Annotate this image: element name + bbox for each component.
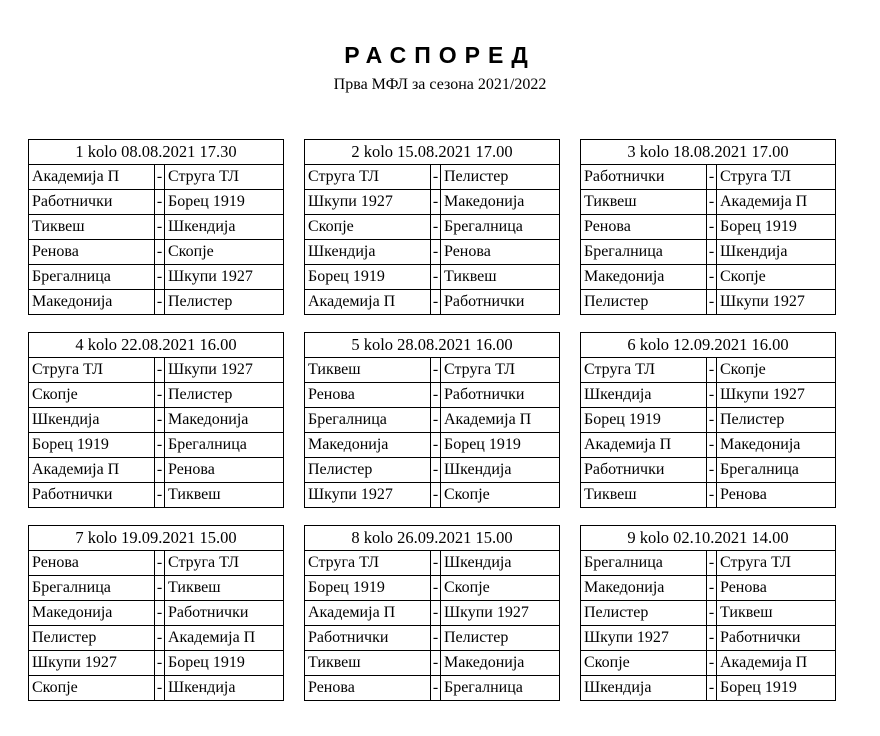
away-team: Пелистер bbox=[168, 293, 233, 310]
separator: - bbox=[155, 190, 165, 214]
away-team: Струга ТЛ bbox=[720, 168, 791, 185]
page-subtitle: Прва МФЛ за сезона 2021/2022 bbox=[333, 76, 547, 93]
round-header: 5 kolo 28.08.2021 16.00 bbox=[305, 333, 559, 358]
separator: - bbox=[155, 651, 165, 675]
separator: - bbox=[155, 358, 165, 382]
away-team: Пелистер bbox=[444, 168, 509, 185]
away-team: Ренова bbox=[720, 486, 767, 503]
match-row bbox=[581, 601, 835, 626]
away-team: Македонија bbox=[444, 654, 525, 671]
home-team: Тиквеш bbox=[581, 190, 707, 214]
home-team: Ренова bbox=[29, 240, 155, 264]
separator: - bbox=[155, 576, 165, 600]
separator: - bbox=[155, 290, 165, 314]
separator: - bbox=[431, 190, 441, 214]
away-team: Скопје bbox=[444, 486, 490, 503]
away-team: Шкендија bbox=[168, 679, 236, 696]
match-row bbox=[581, 215, 835, 240]
separator: - bbox=[155, 265, 165, 289]
match-row bbox=[29, 190, 283, 215]
separator: - bbox=[155, 383, 165, 407]
match-row bbox=[305, 290, 559, 314]
separator: - bbox=[155, 408, 165, 432]
home-team: Академија П bbox=[305, 601, 431, 625]
match-row bbox=[581, 458, 835, 483]
home-team: Шкендија bbox=[305, 240, 431, 264]
away-team: Работнички bbox=[720, 629, 801, 646]
separator: - bbox=[431, 433, 441, 457]
match-row bbox=[29, 676, 283, 700]
away-team: Тиквеш bbox=[444, 268, 497, 285]
home-team: Ренова bbox=[305, 676, 431, 700]
match-row bbox=[305, 676, 559, 700]
separator: - bbox=[707, 190, 717, 214]
separator: - bbox=[431, 290, 441, 314]
away-team: Работнички bbox=[444, 293, 525, 310]
away-team: Академија П bbox=[720, 654, 808, 671]
separator: - bbox=[155, 240, 165, 264]
separator: - bbox=[707, 383, 717, 407]
match-row bbox=[581, 576, 835, 601]
home-team: Тиквеш bbox=[581, 483, 707, 507]
match-row bbox=[581, 676, 835, 700]
away-team: Шкендија bbox=[168, 218, 236, 235]
away-team: Борец 1919 bbox=[720, 218, 797, 235]
separator: - bbox=[707, 358, 717, 382]
separator: - bbox=[707, 240, 717, 264]
home-team: Пелистер bbox=[305, 458, 431, 482]
match-row bbox=[581, 265, 835, 290]
match-row bbox=[581, 165, 835, 190]
home-team: Скопје bbox=[29, 383, 155, 407]
match-row bbox=[305, 190, 559, 215]
home-team: Работнички bbox=[29, 190, 155, 214]
match-row bbox=[305, 165, 559, 190]
match-row bbox=[29, 290, 283, 314]
away-team: Шкендија bbox=[444, 461, 512, 478]
away-team: Ренова bbox=[720, 579, 767, 596]
match-row bbox=[29, 358, 283, 383]
separator: - bbox=[155, 626, 165, 650]
home-team: Тиквеш bbox=[305, 651, 431, 675]
separator: - bbox=[155, 676, 165, 700]
match-row bbox=[29, 551, 283, 576]
match-row bbox=[305, 551, 559, 576]
separator: - bbox=[707, 458, 717, 482]
home-team: Ренова bbox=[581, 215, 707, 239]
match-row bbox=[581, 290, 835, 314]
match-row bbox=[29, 576, 283, 601]
separator: - bbox=[431, 551, 441, 575]
home-team: Академија П bbox=[581, 433, 707, 457]
separator: - bbox=[431, 676, 441, 700]
separator: - bbox=[431, 383, 441, 407]
away-team: Академија П bbox=[168, 629, 256, 646]
away-team: Брегалница bbox=[444, 679, 523, 696]
separator: - bbox=[431, 265, 441, 289]
round-table-3 bbox=[580, 139, 836, 315]
home-team: Ренова bbox=[29, 551, 155, 575]
away-team: Шкупи 1927 bbox=[720, 293, 805, 310]
away-team: Борец 1919 bbox=[168, 654, 245, 671]
home-team: Академија П bbox=[29, 458, 155, 482]
match-row bbox=[581, 408, 835, 433]
separator: - bbox=[707, 601, 717, 625]
separator: - bbox=[155, 165, 165, 189]
match-row bbox=[29, 483, 283, 507]
round-table-8 bbox=[304, 525, 560, 701]
home-team: Македонија bbox=[305, 433, 431, 457]
home-team: Македонија bbox=[581, 576, 707, 600]
separator: - bbox=[707, 551, 717, 575]
away-team: Пелистер bbox=[168, 386, 233, 403]
away-team: Брегалница bbox=[168, 436, 247, 453]
match-row bbox=[29, 408, 283, 433]
home-team: Тиквеш bbox=[29, 215, 155, 239]
away-team: Шкупи 1927 bbox=[168, 361, 253, 378]
match-row bbox=[29, 240, 283, 265]
match-row bbox=[29, 165, 283, 190]
round-header: 2 kolo 15.08.2021 17.00 bbox=[305, 140, 559, 165]
match-row bbox=[581, 483, 835, 507]
away-team: Скопје bbox=[444, 579, 490, 596]
round-table-4 bbox=[28, 332, 284, 508]
match-row bbox=[581, 190, 835, 215]
separator: - bbox=[431, 165, 441, 189]
separator: - bbox=[155, 601, 165, 625]
home-team: Шкендија bbox=[581, 676, 707, 700]
home-team: Работнички bbox=[305, 626, 431, 650]
separator: - bbox=[707, 626, 717, 650]
home-team: Брегалница bbox=[29, 576, 155, 600]
home-team: Брегалница bbox=[29, 265, 155, 289]
match-row bbox=[305, 458, 559, 483]
separator: - bbox=[707, 676, 717, 700]
away-team: Шкупи 1927 bbox=[720, 386, 805, 403]
separator: - bbox=[155, 215, 165, 239]
away-team: Борец 1919 bbox=[168, 193, 245, 210]
match-row bbox=[29, 215, 283, 240]
away-team: Македонија bbox=[720, 436, 801, 453]
separator: - bbox=[155, 551, 165, 575]
separator: - bbox=[707, 265, 717, 289]
match-row bbox=[305, 651, 559, 676]
separator: - bbox=[431, 358, 441, 382]
home-team: Работнички bbox=[581, 165, 707, 189]
home-team: Работнички bbox=[581, 458, 707, 482]
away-team: Тиквеш bbox=[168, 486, 221, 503]
away-team: Брегалница bbox=[720, 461, 799, 478]
away-team: Скопје bbox=[720, 361, 766, 378]
away-team: Пелистер bbox=[720, 411, 785, 428]
match-row bbox=[305, 576, 559, 601]
round-header: 8 kolo 26.09.2021 15.00 bbox=[305, 526, 559, 551]
match-row bbox=[29, 458, 283, 483]
away-team: Академија П bbox=[444, 411, 532, 428]
away-team: Скопје bbox=[720, 268, 766, 285]
separator: - bbox=[431, 576, 441, 600]
round-table-5 bbox=[304, 332, 560, 508]
match-row bbox=[29, 626, 283, 651]
home-team: Македонија bbox=[29, 290, 155, 314]
home-team: Македонија bbox=[581, 265, 707, 289]
away-team: Пелистер bbox=[444, 629, 509, 646]
home-team: Борец 1919 bbox=[305, 265, 431, 289]
match-row bbox=[581, 651, 835, 676]
match-row bbox=[29, 383, 283, 408]
away-team: Борец 1919 bbox=[444, 436, 521, 453]
match-row bbox=[581, 240, 835, 265]
round-header: 9 kolo 02.10.2021 14.00 bbox=[581, 526, 835, 551]
match-row bbox=[305, 483, 559, 507]
match-row bbox=[581, 551, 835, 576]
separator: - bbox=[431, 651, 441, 675]
home-team: Македонија bbox=[29, 601, 155, 625]
separator: - bbox=[431, 601, 441, 625]
home-team: Струга ТЛ bbox=[581, 358, 707, 382]
round-table-7 bbox=[28, 525, 284, 701]
page-title: РАСПОРЕД bbox=[344, 42, 536, 68]
separator: - bbox=[707, 290, 717, 314]
home-team: Борец 1919 bbox=[305, 576, 431, 600]
separator: - bbox=[707, 215, 717, 239]
round-table-1 bbox=[28, 139, 284, 315]
separator: - bbox=[707, 165, 717, 189]
match-row bbox=[305, 215, 559, 240]
home-team: Шкупи 1927 bbox=[581, 626, 707, 650]
separator: - bbox=[431, 626, 441, 650]
home-team: Тиквеш bbox=[305, 358, 431, 382]
round-header: 6 kolo 12.09.2021 16.00 bbox=[581, 333, 835, 358]
away-team: Ренова bbox=[444, 243, 491, 260]
separator: - bbox=[155, 458, 165, 482]
round-header: 3 kolo 18.08.2021 17.00 bbox=[581, 140, 835, 165]
away-team: Струга ТЛ bbox=[444, 361, 515, 378]
home-team: Борец 1919 bbox=[29, 433, 155, 457]
home-team: Академија П bbox=[305, 290, 431, 314]
match-row bbox=[305, 408, 559, 433]
away-team: Скопје bbox=[168, 243, 214, 260]
home-team: Шкупи 1927 bbox=[305, 483, 431, 507]
home-team: Скопје bbox=[305, 215, 431, 239]
home-team: Пелистер bbox=[581, 290, 707, 314]
home-team: Струга ТЛ bbox=[29, 358, 155, 382]
home-team: Брегалница bbox=[581, 551, 707, 575]
home-team: Борец 1919 bbox=[581, 408, 707, 432]
home-team: Шкендија bbox=[581, 383, 707, 407]
away-team: Македонија bbox=[168, 411, 249, 428]
match-row bbox=[29, 433, 283, 458]
separator: - bbox=[431, 215, 441, 239]
away-team: Македонија bbox=[444, 193, 525, 210]
separator: - bbox=[431, 408, 441, 432]
match-row bbox=[29, 651, 283, 676]
round-header: 4 kolo 22.08.2021 16.00 bbox=[29, 333, 283, 358]
home-team: Струга ТЛ bbox=[305, 165, 431, 189]
match-row bbox=[581, 383, 835, 408]
home-team: Ренова bbox=[305, 383, 431, 407]
match-row bbox=[305, 433, 559, 458]
away-team: Работнички bbox=[168, 604, 249, 621]
home-team: Шкендија bbox=[29, 408, 155, 432]
separator: - bbox=[707, 576, 717, 600]
separator: - bbox=[155, 483, 165, 507]
separator: - bbox=[431, 458, 441, 482]
away-team: Академија П bbox=[720, 193, 808, 210]
away-team: Струга ТЛ bbox=[168, 554, 239, 571]
home-team: Академија П bbox=[29, 165, 155, 189]
match-row bbox=[305, 601, 559, 626]
match-row bbox=[305, 626, 559, 651]
away-team: Струга ТЛ bbox=[168, 168, 239, 185]
home-team: Брегалница bbox=[305, 408, 431, 432]
round-table-9 bbox=[580, 525, 836, 701]
away-team: Брегалница bbox=[444, 218, 523, 235]
away-team: Шкупи 1927 bbox=[168, 268, 253, 285]
away-team: Тиквеш bbox=[720, 604, 773, 621]
home-team: Скопје bbox=[581, 651, 707, 675]
away-team: Работнички bbox=[444, 386, 525, 403]
round-header: 7 kolo 19.09.2021 15.00 bbox=[29, 526, 283, 551]
separator: - bbox=[707, 408, 717, 432]
away-team: Шкупи 1927 bbox=[444, 604, 529, 621]
home-team: Струга ТЛ bbox=[305, 551, 431, 575]
home-team: Скопје bbox=[29, 676, 155, 700]
separator: - bbox=[707, 483, 717, 507]
separator: - bbox=[155, 433, 165, 457]
match-row bbox=[581, 626, 835, 651]
match-row bbox=[305, 358, 559, 383]
match-row bbox=[581, 358, 835, 383]
match-row bbox=[305, 240, 559, 265]
match-row bbox=[305, 383, 559, 408]
round-table-6 bbox=[580, 332, 836, 508]
away-team: Тиквеш bbox=[168, 579, 221, 596]
round-header: 1 kolo 08.08.2021 17.30 bbox=[29, 140, 283, 165]
match-row bbox=[29, 601, 283, 626]
away-team: Струга ТЛ bbox=[720, 554, 791, 571]
match-row bbox=[581, 433, 835, 458]
separator: - bbox=[431, 483, 441, 507]
away-team: Борец 1919 bbox=[720, 679, 797, 696]
home-team: Пелистер bbox=[581, 601, 707, 625]
separator: - bbox=[707, 651, 717, 675]
home-team: Шкупи 1927 bbox=[305, 190, 431, 214]
round-table-2 bbox=[304, 139, 560, 315]
home-team: Работнички bbox=[29, 483, 155, 507]
away-team: Шкендија bbox=[444, 554, 512, 571]
match-row bbox=[29, 265, 283, 290]
separator: - bbox=[431, 240, 441, 264]
separator: - bbox=[707, 433, 717, 457]
match-row bbox=[305, 265, 559, 290]
away-team: Шкендија bbox=[720, 243, 788, 260]
away-team: Ренова bbox=[168, 461, 215, 478]
home-team: Брегалница bbox=[581, 240, 707, 264]
home-team: Шкупи 1927 bbox=[29, 651, 155, 675]
home-team: Пелистер bbox=[29, 626, 155, 650]
